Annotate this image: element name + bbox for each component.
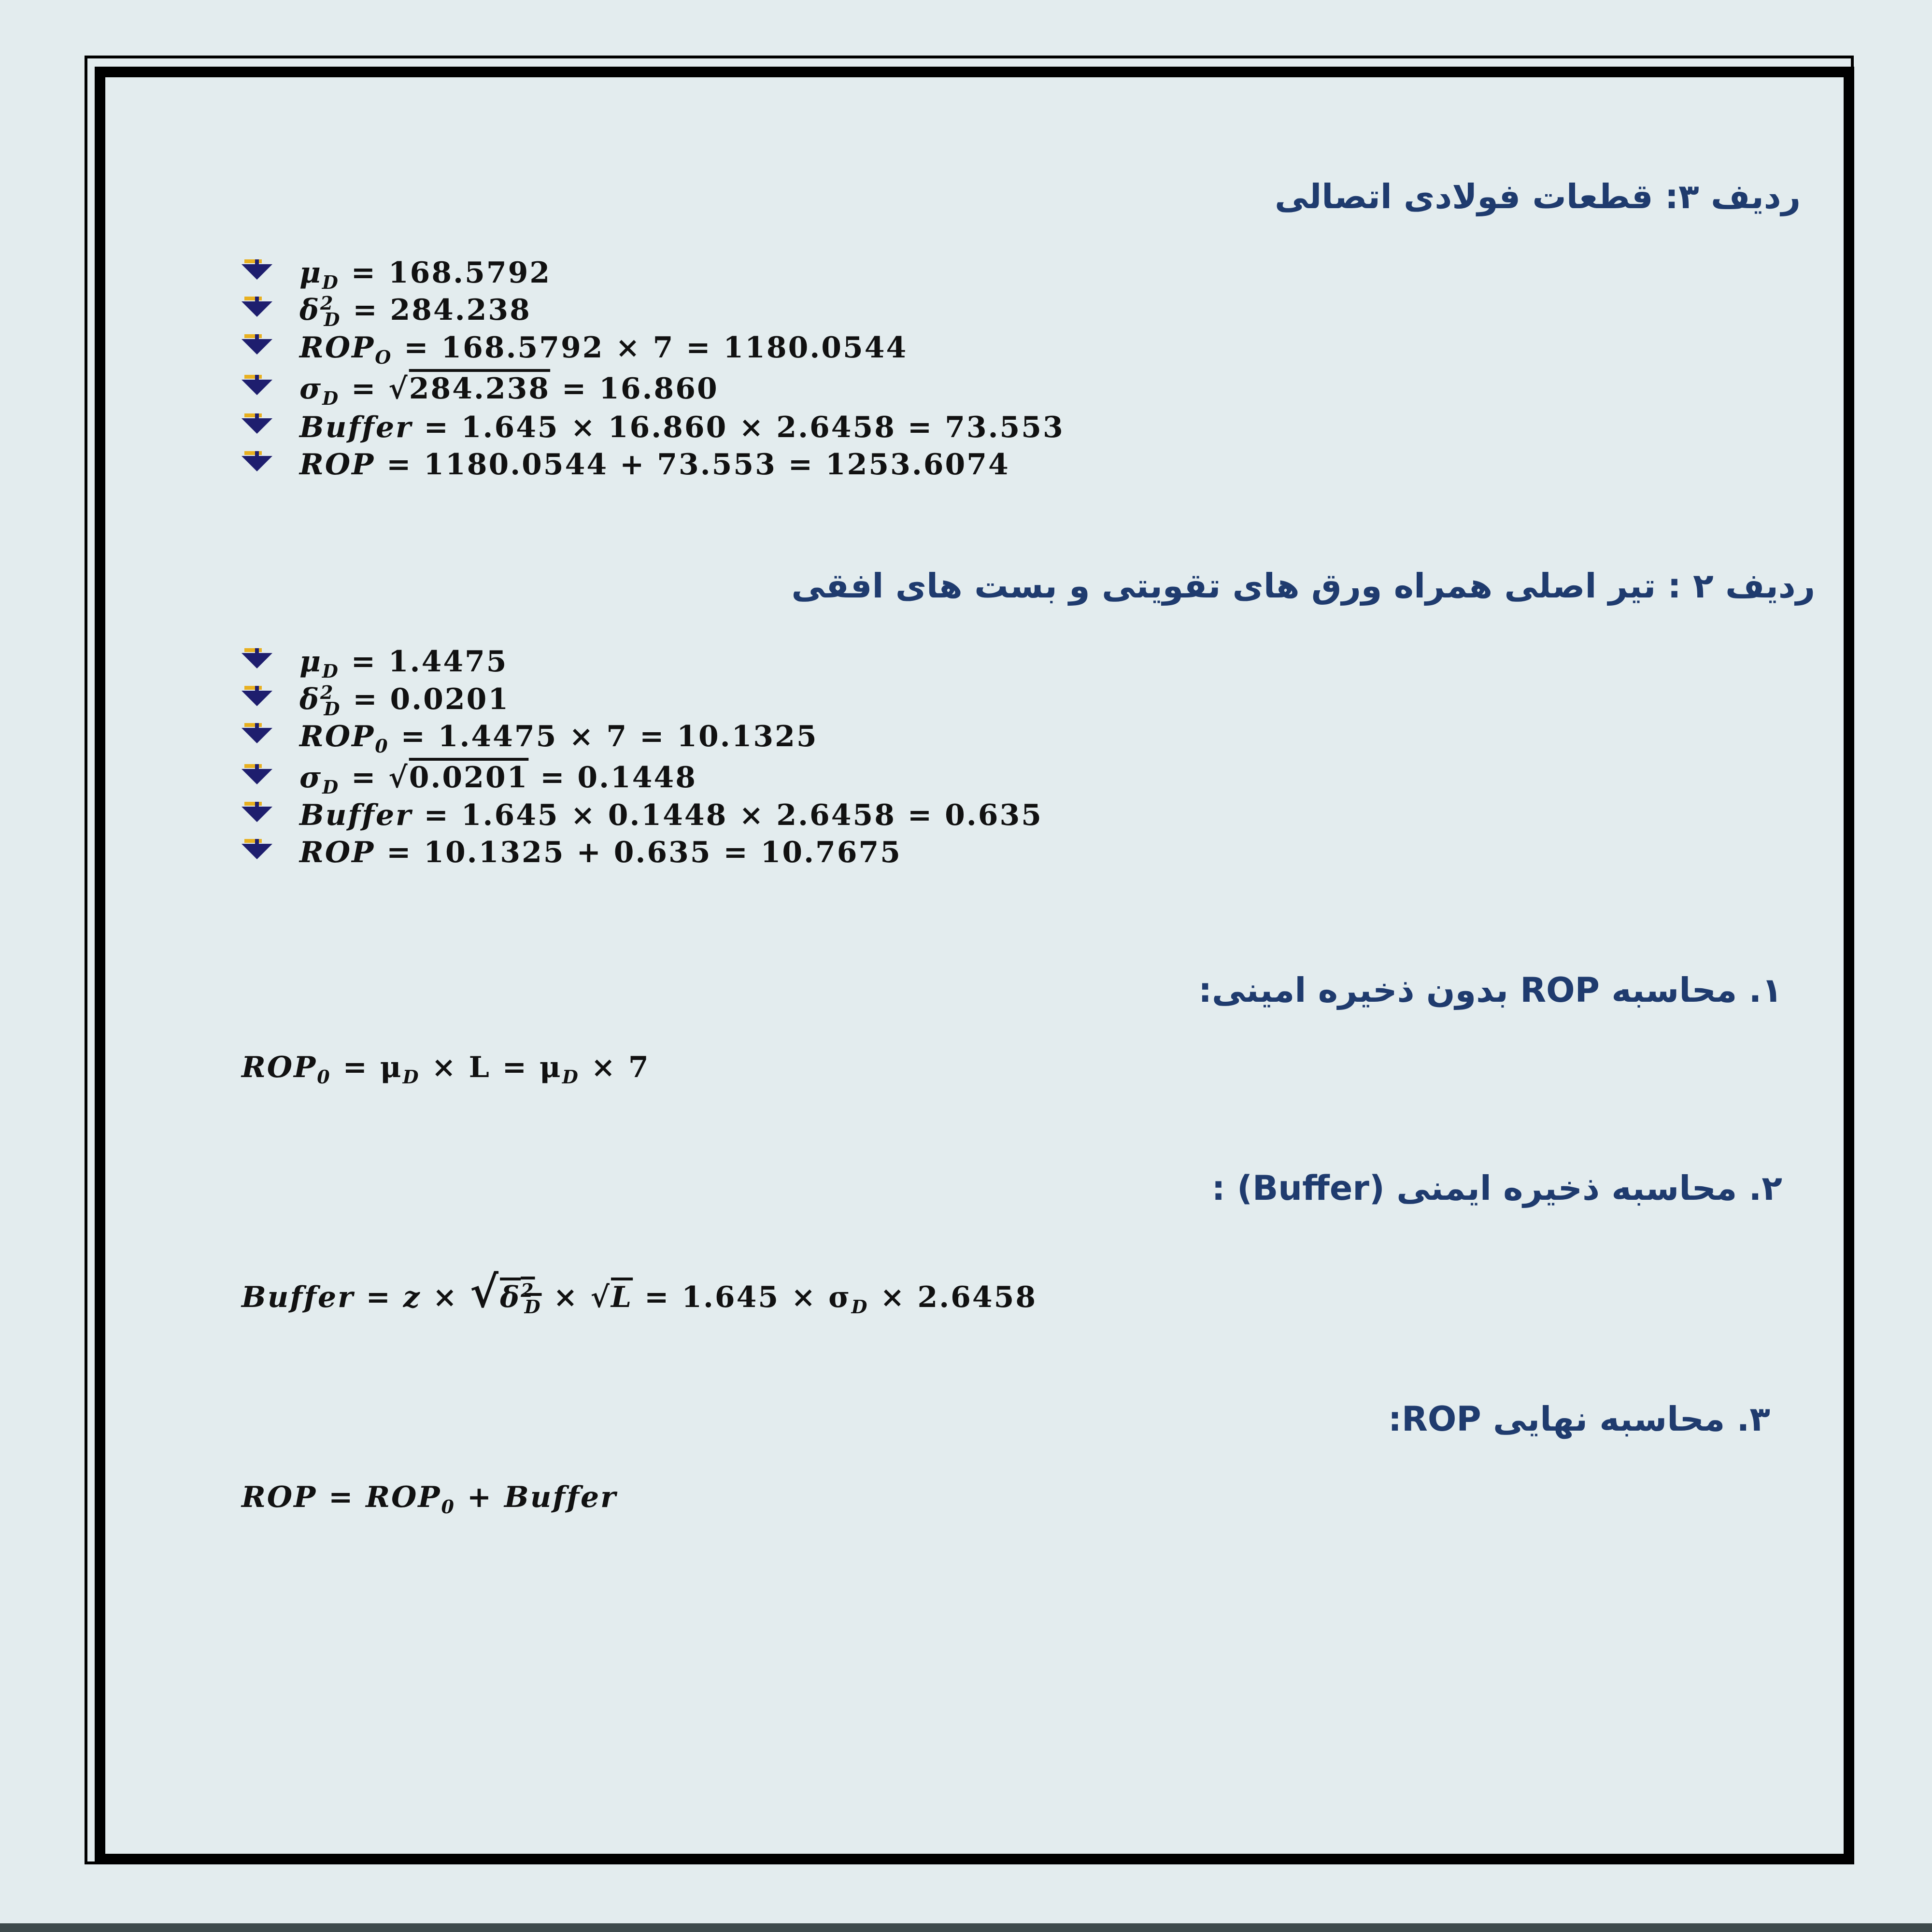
arrow-bullet-icon: [241, 686, 274, 710]
arrow-bullet-icon: [241, 802, 274, 826]
arrow-bullet-icon: [241, 648, 274, 672]
step-2-heading: ۲. محاسبه ذخیره ایمنی (Buffer) :: [1211, 1168, 1782, 1208]
step-2-formula: Buffer = $z \times √\delta^2_D \times √L = 1.645 \times \sigma_D \times 2.6458$: [242, 1266, 1037, 1318]
arrow-bullet-icon: [241, 297, 274, 321]
section-3-heading: ردیف ۳: قطعات فولادی اتصالی: [1275, 177, 1801, 216]
section-2-heading: ردیف ۲ : تیر اصلی همراه ورق های تقویتی و بست های افقی: [791, 566, 1815, 606]
arrow-bullet-icon: [241, 375, 274, 399]
step-3-heading: ۳. محاسبه نهایی ROP:: [1388, 1399, 1770, 1439]
step-1-heading: ۱. محاسبه ROP بدون ذخیره امینی:: [1198, 970, 1782, 1010]
s2-sigma-line: $\sigma_D = √0.0201 = 0.1448$: [299, 761, 697, 798]
s2-rop0-line: $ROP_0 = 1.4475 \times 7 = 10.1325$: [299, 720, 818, 757]
s2-mu-line: $\mu_D = 1.4475$: [299, 645, 508, 682]
step-1-formula: $ROP_0 = \mu_D \times L = \mu_D \times 7$: [242, 1051, 650, 1088]
s3-rop0-line: $ROP_O = 168.5792 \times 7 = 1180.0544$: [299, 331, 908, 368]
s3-sigma-line: $\sigma_D = √284.238 = 16.860$: [299, 372, 719, 409]
s2-buffer-line: Buffer = 1.645 × 0.1448 × 2.6458 = 0.635: [299, 798, 1043, 832]
arrow-bullet-icon: [241, 723, 274, 747]
s3-rop-line: ROP = 1180.0544 + 73.553 = 1253.6074: [299, 448, 1010, 482]
s3-mu-line: $\mu_D = 168.5792$: [299, 256, 552, 293]
bottom-strip: [0, 1923, 1932, 1932]
arrow-bullet-icon: [241, 451, 274, 475]
s2-rop-line: ROP = 10.1325 + 0.635 = 10.7675: [299, 836, 902, 869]
s3-buffer-line: Buffer = 1.645 × 16.860 × 2.6458 = 73.553: [299, 411, 1065, 444]
s2-delta-line: $\delta^2_D = 0.0201$: [299, 682, 510, 720]
arrow-bullet-icon: [241, 764, 274, 788]
arrow-bullet-icon: [241, 334, 274, 358]
arrow-bullet-icon: [241, 259, 274, 284]
arrow-bullet-icon: [241, 413, 274, 438]
arrow-bullet-icon: [241, 839, 274, 863]
s3-delta-line: $\delta^2_D = 284.238$: [299, 292, 531, 330]
step-3-formula: ROP = $ROP_0$ + Buffer: [242, 1480, 617, 1518]
